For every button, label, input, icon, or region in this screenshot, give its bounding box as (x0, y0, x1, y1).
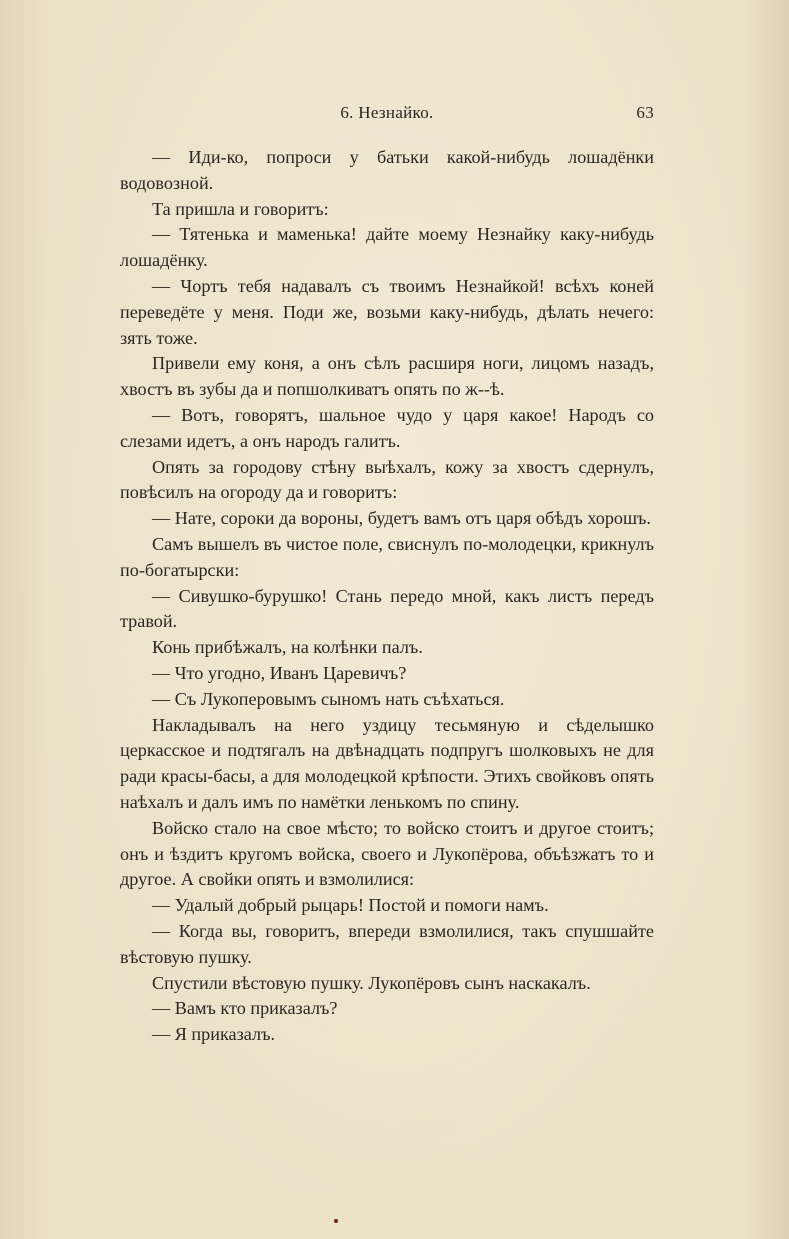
paragraph: — Вотъ, говорятъ, шальное чудо у царя какое! Народъ со слезами идетъ, а онъ народъ галитъ. (120, 404, 654, 451)
paragraph: Опять за городову стѣну выѣхалъ, кожу за хвостъ сдернулъ, повѣсилъ на огороду да и говоритъ: (120, 456, 654, 503)
paragraph: — Нате, сороки да вороны, будетъ вамъ отъ царя обѣдъ хорошъ. (152, 508, 651, 529)
page-number: 63 (636, 103, 654, 122)
paragraph: — Я приказалъ. (152, 1024, 276, 1045)
paragraph: — Съ Лукоперовымъ сыномъ нать съѣхаться. (152, 688, 505, 709)
paragraph: — Иди-ко, попроси у батьки какой-нибудь лошадёнки водовозной. (120, 147, 654, 193)
paragraph: — Сивушко-бурушко! Стань передо мной, какъ листъ передъ травой. (120, 585, 654, 632)
paragraph: Спустили вѣстовую пушку. Лукопёровъ сынъ наскакалъ. (152, 972, 591, 993)
paragraph: — Чортъ тебя надавалъ съ твоимъ Незнайкой! всѣхъ коней переведёте у меня. Поди же, возьми каку-нибудь, дѣлать нечего: зять тоже. (120, 275, 654, 348)
paragraph: — Удалый добрый рыцарь! Постой и помоги намъ. (152, 895, 549, 916)
paragraph: — Тятенька и маменька! дайте моему Незнайку каку-нибудь лошадёнку. (120, 224, 654, 271)
ink-speck (334, 1219, 338, 1223)
running-header (120, 103, 654, 127)
body-text (120, 145, 654, 1048)
chapter-title: 6. Незнайко. (340, 103, 434, 122)
paragraph: Конь прибѣжалъ, на колѣнки палъ. (152, 637, 423, 658)
paragraph: — Что угодно, Иванъ Царевичъ? (152, 662, 407, 683)
paragraph: Накладывалъ на него уздицу тесьмяную и сѣделышко церкасское и подтягалъ на двѣнадцать подпругъ шолковыхъ не для ради красы-басы, а для молодецкой крѣпости. Этихъ свойковъ опять наѣхалъ и далъ имъ по намётки ленькомъ по спину. (120, 714, 654, 812)
paragraph: Привели ему коня, а онъ сѣлъ расширя ноги, лицомъ назадъ, хвостъ въ зубы да и попшолкиватъ опять по ж--ѣ. (120, 353, 654, 400)
paragraph: Войско стало на свое мѣсто; то войско стоитъ и другое стоитъ; онъ и ѣздитъ кругомъ войска, своего и Лукопёрова, объѣзжатъ то и другое. А свойки опять и взмолилися: (120, 817, 654, 890)
paragraph: — Вамъ кто приказалъ? (152, 998, 338, 1019)
paragraph: Самъ вышелъ въ чистое поле, свиснулъ по-молодецки, крикнулъ по-богатырски: (120, 533, 654, 580)
paragraph: Та пришла и говоритъ: (152, 198, 329, 219)
paragraph: — Когда вы, говоритъ, впереди взмолилися, такъ спушшайте вѣстовую пушку. (120, 920, 654, 967)
